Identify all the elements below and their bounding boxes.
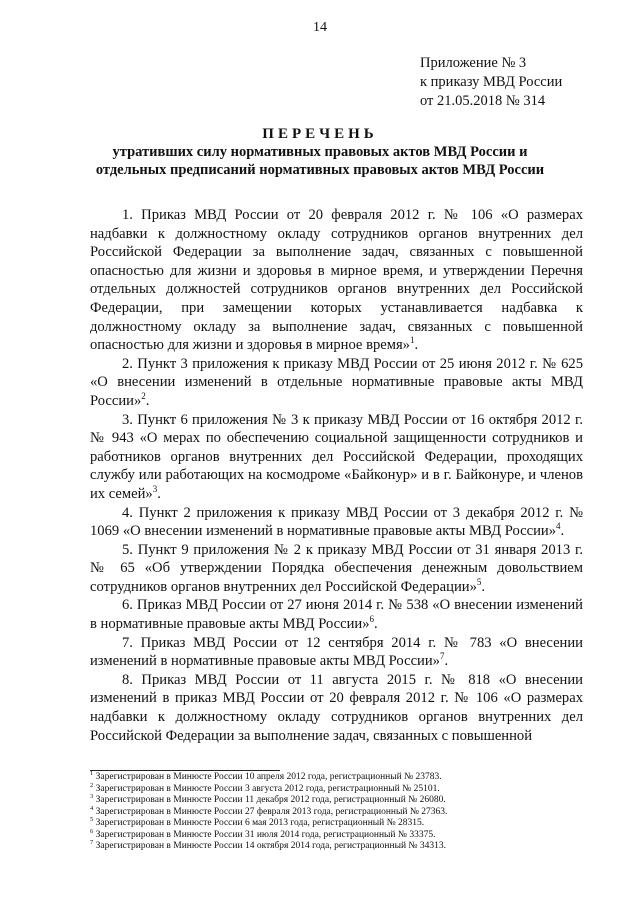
footnote-ref: 6 [369, 614, 375, 625]
footnote-ref: 4 [556, 521, 561, 532]
footnote-text: Зарегистрирован в Минюсте России 3 августа 2012 года, регистрационный № 25101. [95, 783, 440, 794]
footnote [90, 792, 590, 807]
list-item: 7. Приказ МВД России от 12 сентября 2014 г. № 783 «О внесении изменений в нормативные правовые акты МВД России»$^7$. [90, 634, 583, 670]
footnote-number: 6 [90, 827, 94, 835]
document-title: ПЕРЕЧЕНЬ [262, 126, 378, 142]
footnote-ref: 3 [152, 484, 158, 495]
footnote-divider [90, 770, 280, 771]
list-item-text: 1. Приказ МВД России от 20 февраля 2012 г. № 106 «О размерах надбавки к должностному окладу сотрудников органов внутренних дел Российской Федерации за выполнение задач, связанных с повышенной опасностью для жизни и здоровья в мирное время, и утверждении Перечня отдельных должностей сотрудников органов внутренних дел Российской Федерации, при замещении которых устанавливается надбавка к должностному окладу за выполнение задач, связанных с повышенной опасностью для жизни и здоровья в мирное время» [90, 207, 583, 354]
list-item-text: 3. Пункт 6 приложения № 3 к приказу МВД России от 16 октября 2012 г. № 943 «О мерах по обеспечению социальной защищенности сотрудников и работников органов внутренних дел Российской Федерации, проходящих службу или работающих на космодроме «Байконур» и в г. Байконуре, и членов их семей» [90, 411, 583, 502]
list-item-text: 8. Приказ МВД России от 11 августа 2015 г. № 818 «О внесении изменений в приказ МВД России от 20 февраля 2012 г. № 106 «О размерах надбавки к должностному окладу сотрудников органов внутренних дел Российской Федерации за выполнение задач, связанных с повышенной [90, 671, 583, 744]
document-body [90, 206, 583, 745]
list-item: 5. Пункт 9 приложения № 2 к приказу МВД России от 31 января 2013 г. № 65 «Об утверждении Порядка обеспечения денежным довольствием сотрудников органов внутренних дел Российской Федерации»$^5$. [90, 541, 583, 595]
footnote-text: Зарегистрирован в Минюсте России 6 мая 2013 года, регистрационный № 28315. [95, 818, 425, 828]
footnote [90, 769, 590, 784]
footnote-text: Зарегистрирован в Минюсте России 10 апреля 2012 года, регистрационный № 23783. [95, 772, 442, 782]
footnote-number: 5 [90, 815, 94, 823]
footnote [90, 804, 590, 819]
list-item-text: 4. Пункт 2 приложения к приказу МВД России от 3 декабря 2012 г. № 1069 «О внесении изменений в нормативные правовые акты МВД России» [90, 504, 583, 540]
list-item-text: 2. Пункт 3 приложения к приказу МВД России от 25 июня 2012 г. № 625 «О внесении изменений в отдельные нормативные правовые акты МВД России» [90, 355, 583, 409]
footnote-ref: 1 [409, 335, 415, 346]
footnote-ref: 5 [476, 577, 482, 588]
list-item: 3. Пункт 6 приложения № 3 к приказу МВД России от 16 октября 2012 г. № 943 «О мерах по обеспечению социальной защищенности сотрудников и работников органов внутренних дел Российской Федерации, проходящих службу или работающих на космодроме «Байконур» и в г. Байконуре, и членов их семей»$^3$. [90, 411, 583, 502]
footnote-text: Зарегистрирован в Минюсте России 11 декабря 2012 года, регистрационный № 26080. [95, 795, 446, 805]
footnote-ref: 7 [439, 651, 445, 662]
appendix-line: Приложение № 3 [420, 55, 527, 71]
appendix-header [420, 54, 562, 111]
subtitle-line: отдельных предписаний нормативных правовых актов МВД России [95, 162, 545, 178]
footnote [90, 827, 590, 842]
appendix-line: к приказу МВД России [420, 74, 563, 90]
footnote-text: Зарегистрирован в Минюсте России 27 февраля 2013 года, регистрационный № 27363. [95, 806, 448, 817]
footnote [90, 781, 590, 796]
list-item-text: 7. Приказ МВД России от 12 сентября 2014 г. № 783 «О внесении изменений в нормативные правовые акты МВД России» [90, 634, 583, 670]
footnotes [90, 769, 590, 853]
document-subtitle [90, 143, 550, 179]
footnote [90, 815, 590, 830]
list-item [90, 671, 583, 745]
list-item-text: 6. Приказ МВД России от 27 июня 2014 г. № 538 «О внесении изменений в нормативные правовые акты МВД России» [90, 597, 583, 633]
footnote-number: 1 [90, 769, 94, 777]
appendix-line: от 21.05.2018 № 314 [420, 93, 546, 109]
list-item: 2. Пункт 3 приложения к приказу МВД России от 25 июня 2012 г. № 625 «О внесении изменений в отдельные нормативные правовые акты МВД России»$^2$. [90, 355, 583, 409]
footnote-number: 7 [90, 838, 94, 846]
subtitle-line: утративших силу нормативных правовых актов МВД России и [112, 144, 528, 160]
list-item: 6. Приказ МВД России от 27 июня 2014 г. № 538 «О внесении изменений в нормативные правовые акты МВД России»$^6$. [90, 597, 583, 633]
list-item: 4. Пункт 2 приложения к приказу МВД России от 3 декабря 2012 г. № 1069 «О внесении изменений в нормативные правовые акты МВД России»$^4$. [90, 504, 583, 540]
list-item-text: 5. Пункт 9 приложения № 2 к приказу МВД России от 31 января 2013 г. № 65 «Об утверждении Порядка обеспечения денежным довольствием сотрудников органов внутренних дел Российской Федерации» [90, 541, 583, 595]
footnote-number: 4 [90, 804, 94, 812]
footnote-text: Зарегистрирован в Минюсте России 14 октября 2014 года, регистрационный № 34313. [95, 841, 446, 851]
footnote-text: Зарегистрирован в Минюсте России 31 июля 2014 года, регистрационный № 33375. [95, 829, 436, 840]
list-item: 1. Приказ МВД России от 20 февраля 2012 г. № 106 «О размерах надбавки к должностному окладу сотрудников органов внутренних дел Российской Федерации за выполнение задач, связанных с повышенной опасностью для жизни и здоровья в мирное время, и утверждении Перечня отдельных должностей сотрудников органов внутренних дел Российской Федерации, при замещении которых устанавливается надбавка к должностному окладу за выполнение задач, связанных с повышенной опасностью для жизни и здоровья в мирное время»$^1$. [90, 207, 583, 354]
footnote [90, 838, 590, 853]
footnote-number: 2 [90, 781, 94, 789]
page-number: 14 [313, 20, 327, 35]
footnote-ref: 2 [141, 391, 146, 402]
footnote-number: 3 [90, 792, 94, 800]
